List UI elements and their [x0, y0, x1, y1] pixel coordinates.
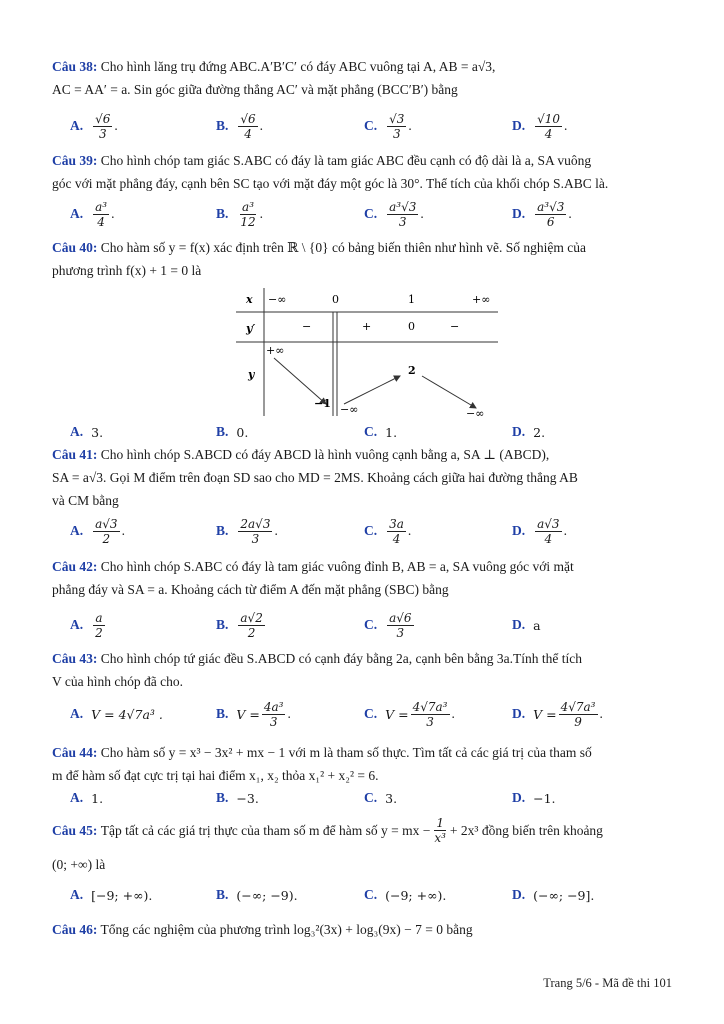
option-letter: B.: [216, 424, 229, 439]
option-letter: A.: [70, 887, 84, 902]
answer-option[interactable]: [216, 696, 291, 732]
option-prefix: V =: [236, 706, 260, 722]
option-letter: B.: [216, 706, 229, 721]
fraction-num: 4√7a³: [560, 699, 596, 714]
question-text-line1: Cho hình chóp S.ABC có đáy là tam giác vuông đỉnh B, AB = a, SA vuông góc với mặt: [100, 559, 574, 574]
answer-option[interactable]: [216, 513, 278, 549]
fraction-num: 4a³: [263, 699, 284, 714]
fraction: [93, 611, 105, 640]
fraction: [93, 112, 112, 141]
question-39: [52, 149, 674, 195]
option-letter: D.: [512, 206, 526, 221]
answer-option[interactable]: [512, 696, 603, 732]
question-text-line2: m để hàm số đạt cực trị tại hai điểm x₁, x₂ thỏa x₁² + x₂² = 6.: [52, 768, 379, 783]
question-label: Câu 39:: [52, 153, 98, 168]
answer-option[interactable]: [70, 780, 103, 816]
fraction-num: a: [95, 610, 103, 625]
question-label: Câu 45:: [52, 823, 98, 838]
fraction: [559, 700, 598, 729]
option-letter: A.: [70, 206, 84, 221]
answer-option[interactable]: [364, 877, 446, 913]
fraction-num: a³: [242, 199, 255, 214]
yprime-sign: −: [302, 320, 312, 333]
answer-options: [52, 196, 674, 232]
fraction-den: 3: [251, 531, 260, 546]
option-tail: .: [568, 206, 572, 221]
y-value: −1: [314, 397, 331, 410]
option-letter: B.: [216, 523, 229, 538]
fraction-den: 4: [392, 531, 401, 546]
option-tail: .: [259, 118, 264, 133]
fraction-den: 6: [546, 214, 555, 229]
question-text-line1: Cho hình lăng trụ đứng ABC.A′B′C′ có đáy ABC vuông tại A, AB = a√3,: [100, 59, 496, 74]
fraction-num: a√6: [389, 610, 412, 625]
question-text-line2: V của hình chóp đã cho.: [52, 674, 183, 689]
option-letter: B.: [216, 118, 229, 133]
option-letter: A.: [70, 118, 84, 133]
question-label: Câu 43:: [52, 651, 98, 666]
option-text: a: [533, 617, 541, 633]
fraction-den: 4: [544, 531, 553, 546]
answer-option[interactable]: [364, 780, 397, 816]
question-40: [52, 236, 674, 282]
question-text-line2: phương trình f(x) + 1 = 0 là: [52, 263, 202, 278]
option-letter: A.: [70, 790, 84, 805]
question-label: Câu 40:: [52, 240, 98, 255]
question-text-line2: phẳng đáy và SA = a. Khoảng cách từ điểm A đến mặt phẳng (SBC) bằng: [52, 582, 449, 597]
fraction: [411, 700, 450, 729]
answer-option[interactable]: [364, 108, 412, 144]
option-tail: .: [287, 706, 291, 721]
fraction-num: a³√3: [389, 199, 417, 214]
question-label: Câu 44:: [52, 745, 98, 760]
fraction-den: 4: [544, 126, 553, 141]
question-42: [52, 555, 674, 601]
fraction-den: 3: [98, 126, 107, 141]
option-letter: C.: [364, 523, 378, 538]
question-label: Câu 38:: [52, 59, 98, 74]
answer-option[interactable]: [216, 196, 263, 232]
y-label: y: [248, 368, 255, 381]
fraction: [238, 200, 257, 229]
option-letter: C.: [364, 706, 378, 721]
answer-option[interactable]: [216, 780, 259, 816]
option-text: −1.: [533, 790, 556, 806]
option-tail: .: [274, 523, 278, 538]
option-prefix: V = 4√7a³ .: [91, 706, 163, 722]
answer-options: [52, 513, 674, 549]
answer-option[interactable]: [512, 780, 556, 816]
option-letter: D.: [512, 523, 526, 538]
question-45: [52, 816, 674, 876]
answer-option[interactable]: [70, 108, 118, 144]
fraction: [387, 517, 406, 546]
question-text-line2: SA = a√3. Gọi M điểm trên đoạn SD sao cho MD = 2MS. Khoảng cách giữa hai đường thẳng AB: [52, 470, 578, 485]
question-text-line1: Tổng các nghiệm của phương trình log₃²(3x) + log₃(9x) − 7 = 0 bằng: [100, 922, 473, 937]
option-tail: .: [114, 118, 118, 133]
option-text: 1.: [385, 424, 398, 440]
option-letter: A.: [70, 424, 84, 439]
question-text-line2: góc với mặt phẳng đáy, cạnh bên SC tạo với mặt đáy một góc là 30°. Thể tích của khối chóp S.ABC là.: [52, 176, 609, 191]
option-letter: B.: [216, 887, 229, 902]
option-letter: D.: [512, 617, 526, 632]
fraction: [93, 200, 109, 229]
fraction-num: 4√7a³: [412, 699, 448, 714]
answer-options: [52, 877, 674, 913]
answer-option[interactable]: [512, 607, 541, 643]
yprime-label: y′: [246, 322, 256, 335]
fraction-num: 1: [436, 816, 444, 830]
option-letter: C.: [364, 790, 378, 805]
option-letter: B.: [216, 790, 229, 805]
option-letter: D.: [512, 790, 526, 805]
answer-option[interactable]: [70, 196, 114, 232]
option-letter: C.: [364, 617, 378, 632]
question-text-line1: Cho hình chóp tam giác S.ABC có đáy là tam giác ABC đều cạnh có độ dài là a, SA vuông: [100, 153, 592, 168]
fraction-num: √6: [240, 111, 256, 126]
answer-option[interactable]: [512, 108, 567, 144]
question-label: Câu 46:: [52, 922, 98, 937]
question-text-line2: AC = AA′ = a. Sin góc giữa đường thẳng AC′ và mặt phẳng (BCC′B′) bằng: [52, 82, 458, 97]
yprime-sign: +: [362, 320, 372, 333]
answer-option[interactable]: [364, 607, 416, 643]
option-letter: C.: [364, 424, 378, 439]
fraction: [238, 112, 257, 141]
option-text: (−∞; −9).: [236, 887, 298, 903]
fraction-den: 12: [240, 214, 256, 229]
fraction-num: 3a: [389, 516, 404, 531]
option-tail: .: [408, 118, 412, 133]
answer-options: [52, 108, 674, 144]
answer-option[interactable]: [70, 877, 152, 913]
fraction: [387, 200, 418, 229]
fraction-den: 3: [269, 714, 278, 729]
page-footer: Trang 5/6 - Mã đề thi 101: [543, 976, 672, 990]
fraction: [387, 611, 413, 640]
option-letter: D.: [512, 706, 526, 721]
fraction-den: 2: [95, 625, 103, 640]
answer-option[interactable]: [216, 877, 298, 913]
fraction-den: 9: [574, 714, 582, 729]
answer-option[interactable]: [512, 877, 594, 913]
variation-table: [236, 286, 500, 418]
fraction: [535, 517, 561, 546]
option-text: 1.: [91, 790, 104, 806]
yprime-sign: 0: [408, 320, 415, 333]
option-tail: .: [599, 706, 603, 721]
option-text: (−9; +∞).: [385, 887, 447, 903]
fraction-den: 2: [102, 531, 111, 546]
fraction-num: a³: [95, 199, 108, 214]
fraction-den: 3: [392, 126, 401, 141]
y-value: +∞: [266, 344, 285, 357]
option-tail: .: [563, 523, 567, 538]
option-letter: A.: [70, 523, 84, 538]
y-value: −∞: [340, 403, 359, 416]
option-text: 2.: [533, 424, 546, 440]
fraction: [93, 517, 119, 546]
question-text-line1: Cho hàm số y = x³ − 3x² + mx − 1 với m là tham số thực. Tìm tất cả các giá trị của tham số: [100, 745, 592, 760]
x-label: x: [246, 293, 253, 306]
arrow-up: [344, 376, 400, 404]
fraction: [387, 112, 406, 141]
fraction-num: a√3: [537, 516, 560, 531]
fraction: [535, 112, 562, 141]
option-prefix: V =: [385, 706, 409, 722]
answer-option[interactable]: [70, 513, 125, 549]
option-letter: D.: [512, 118, 526, 133]
x-value: 1: [408, 293, 415, 306]
option-tail: .: [259, 206, 264, 221]
option-letter: D.: [512, 887, 526, 902]
question-41: [52, 443, 674, 512]
option-letter: B.: [216, 206, 229, 221]
y-value: −∞: [466, 407, 485, 418]
fraction-num: a³√3: [537, 199, 565, 214]
option-tail: .: [121, 523, 125, 538]
option-text: 3.: [385, 790, 398, 806]
x-value: +∞: [472, 293, 491, 306]
option-letter: B.: [216, 617, 229, 632]
fraction-den: x³: [434, 831, 446, 845]
fraction-den: 3: [396, 625, 405, 640]
fraction: [535, 200, 566, 229]
option-text: (−∞; −9].: [533, 887, 595, 903]
option-text: 0.: [236, 424, 249, 440]
fraction-num: a√2: [240, 610, 263, 625]
option-tail: .: [564, 118, 568, 133]
option-letter: D.: [512, 424, 526, 439]
fraction-den: 2: [247, 625, 256, 640]
option-tail: .: [111, 206, 115, 221]
option-tail: .: [451, 706, 455, 721]
x-value: 0: [332, 293, 339, 306]
answer-option[interactable]: [70, 696, 163, 732]
option-letter: A.: [70, 617, 84, 632]
question-line1: [52, 816, 674, 845]
fraction-num: √6: [95, 111, 111, 126]
fraction-num: √3: [389, 111, 405, 126]
answer-option[interactable]: [512, 196, 572, 232]
option-tail: .: [407, 523, 412, 538]
answer-option[interactable]: [512, 513, 567, 549]
question-text-part: + 2x³ đồng biến trên khoảng: [449, 823, 603, 838]
answer-option[interactable]: [70, 607, 107, 643]
question-text-line1: Cho hình chóp tứ giác đều S.ABCD có cạnh đáy bằng 2a, cạnh bên bằng 3a.Tính thể tích: [100, 651, 582, 666]
fraction: [262, 700, 286, 729]
fraction-num: a√3: [95, 516, 118, 531]
question-text-part: Tập tất cả các giá trị thực của tham số m để hàm số y = mx −: [100, 823, 431, 838]
y-value: 2: [408, 364, 416, 377]
answer-option[interactable]: [364, 513, 411, 549]
arrow-down: [422, 376, 476, 408]
fraction-num: √10: [537, 111, 561, 126]
yprime-sign: −: [450, 320, 460, 333]
option-letter: C.: [364, 887, 378, 902]
answer-option[interactable]: [364, 696, 455, 732]
question-label: Câu 42:: [52, 559, 98, 574]
fraction: [238, 517, 272, 546]
option-tail: .: [420, 206, 424, 221]
option-letter: C.: [364, 206, 378, 221]
question-text-line1: Cho hàm số y = f(x) xác định trên ℝ \ {0} có bảng biến thiên như hình vẽ. Số nghiệm của: [100, 240, 587, 255]
fraction-den: 3: [426, 714, 434, 729]
fraction: [432, 816, 448, 845]
fraction-num: 2a√3: [240, 516, 271, 531]
fraction-den: 4: [244, 126, 252, 141]
answer-options: [52, 780, 674, 816]
option-letter: A.: [70, 706, 84, 721]
answer-options: [52, 607, 674, 643]
question-43: [52, 647, 674, 693]
question-text-line1: Cho hình chóp S.ABCD có đáy ABCD là hình vuông cạnh bằng a, SA ⊥ (ABCD),: [100, 447, 550, 462]
option-prefix: V =: [533, 706, 557, 722]
answer-option[interactable]: [216, 108, 263, 144]
option-text: [−9; +∞).: [91, 887, 153, 903]
fraction-den: 3: [398, 214, 407, 229]
question-46: [52, 918, 674, 941]
question-38: [52, 55, 674, 101]
option-text: −3.: [236, 790, 259, 806]
fraction: [238, 611, 264, 640]
answer-options: [52, 696, 674, 732]
question-text-line3: và CM bằng: [52, 493, 119, 508]
x-value: −∞: [268, 293, 287, 306]
option-letter: C.: [364, 118, 378, 133]
question-text-line2: (0; +∞) là: [52, 857, 106, 872]
answer-option[interactable]: [216, 607, 267, 643]
answer-option[interactable]: [364, 196, 424, 232]
question-label: Câu 41:: [52, 447, 98, 462]
fraction-den: 4: [97, 214, 105, 229]
option-text: 3.: [91, 424, 104, 440]
